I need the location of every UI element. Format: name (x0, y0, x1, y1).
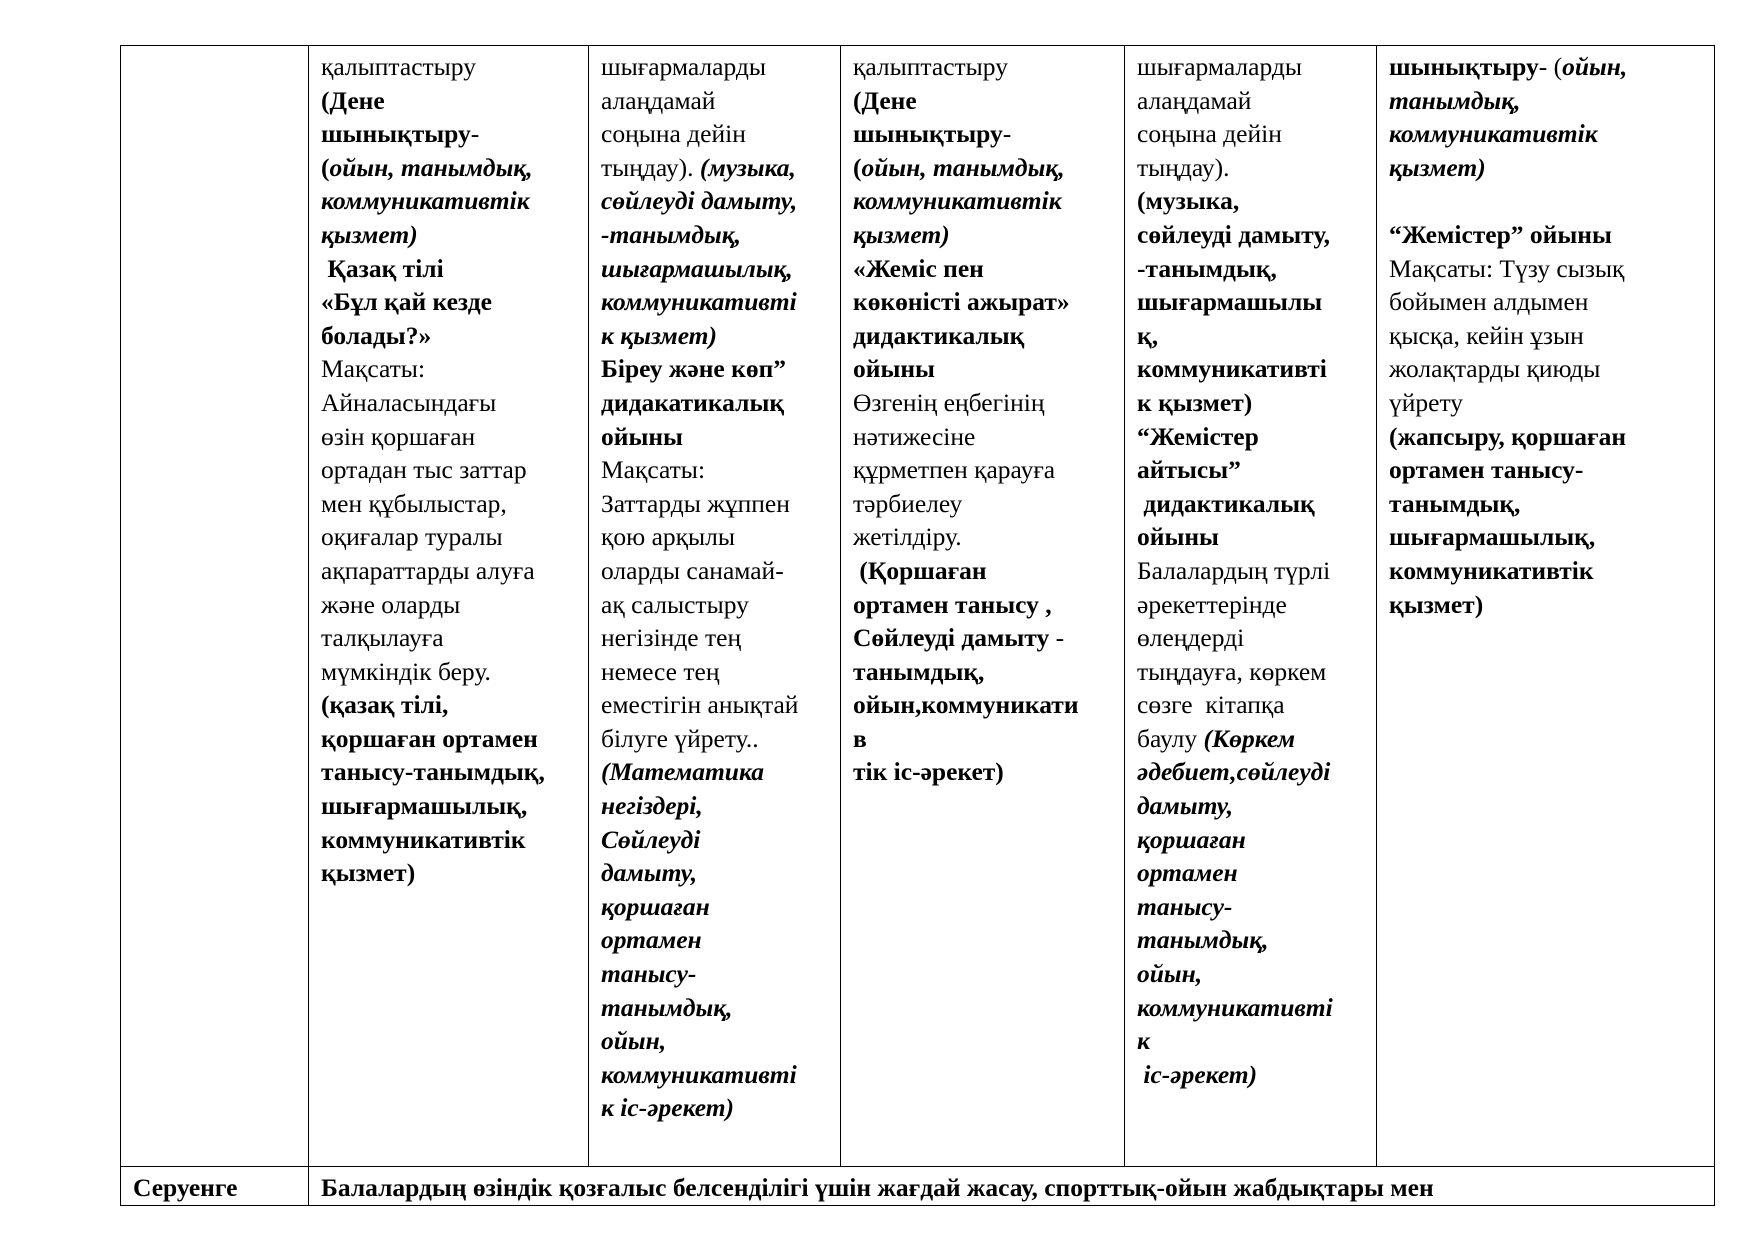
text-run: коммуникативті (1137, 992, 1333, 1022)
text-run: шығармашылық, (1389, 522, 1596, 552)
text-run: ортамен (601, 925, 702, 955)
cell-text-line (1389, 588, 1704, 622)
text-run: ортадан тыс заттар (321, 455, 527, 485)
text-run: қоршаған ортамен (321, 723, 538, 753)
text-run: ортамен танысу- (1389, 455, 1584, 485)
text-run: дамыту, (1137, 791, 1234, 821)
text-run: танымдық, (853, 656, 985, 686)
text-run: тыңдауға, көркем (1137, 656, 1327, 686)
cell-text-line (1389, 218, 1704, 252)
cell-text-line (601, 1091, 830, 1125)
text-run: ойыны (601, 421, 683, 451)
text-run: іс-әрекет) (1137, 1059, 1258, 1089)
cell-text-line (601, 1024, 830, 1058)
cell-text-line (1137, 84, 1366, 118)
cell-text-line (1389, 84, 1704, 118)
text-run: (музыка, (699, 152, 796, 182)
text-run: қызмет) (321, 219, 418, 249)
cell-text-line (1137, 890, 1366, 924)
cell-text-line (1137, 420, 1366, 454)
text-run: шығармашылық, (321, 791, 528, 821)
cell-text-line (601, 722, 830, 756)
text-run: к (1137, 1026, 1150, 1056)
text-run: ( (853, 152, 862, 182)
cell-text-line (321, 184, 578, 218)
text-run: - (1002, 119, 1012, 149)
cell-text-line (1389, 252, 1704, 286)
text-run: дидакатикалық (601, 387, 785, 417)
text-run: (Қоршаған (853, 555, 987, 585)
text-run: шығармаларды (601, 52, 766, 81)
text-run: коммуникативтік (321, 186, 530, 216)
text-run: коммуникативті (601, 287, 797, 317)
text-run: шығармашылы (1137, 287, 1323, 317)
text-run: ойын, (1562, 52, 1628, 81)
cell-text-line (1389, 117, 1704, 151)
cell-text-line (601, 957, 830, 991)
text-run: Мақсаты: Түзу сызық (1389, 253, 1625, 283)
cell-text-line (321, 252, 578, 286)
text-run: «Жеміс пен (853, 253, 984, 283)
cell-text-line (1137, 722, 1366, 756)
cell-text-line (1137, 554, 1366, 588)
cell-text-line (601, 856, 830, 890)
cell-text-line (601, 789, 830, 823)
cell-text-line (321, 84, 578, 118)
text-run: (Дене (321, 85, 385, 115)
cell-text-line (1137, 487, 1366, 521)
cell-text-line (1137, 688, 1366, 722)
text-run: ойыны (1137, 522, 1219, 552)
text-run: әрекеттерінде (1137, 589, 1287, 619)
cell-text-line (601, 923, 830, 957)
text-run: қалыптастыру (321, 52, 476, 81)
cell-text-line (1137, 823, 1366, 857)
text-run: қысқа, кейін ұзын (1389, 320, 1584, 350)
cell-text-line (321, 688, 578, 722)
cell-text-line (853, 285, 1114, 319)
text-run: жолақтарды қиюды (1389, 354, 1601, 384)
cell-text-line (1137, 50, 1366, 84)
cell-text-line (601, 50, 830, 84)
cell-text-line (1137, 655, 1366, 689)
text-run: коммуникативті (601, 1059, 797, 1089)
walk-row (121, 1167, 1715, 1206)
cell-text-line (601, 453, 830, 487)
text-run: оқиғалар туралы (321, 522, 503, 552)
cell-text-line (853, 520, 1114, 554)
cell-text-line (321, 588, 578, 622)
cell-text-line (853, 151, 1114, 185)
cell-text-line (1389, 453, 1704, 487)
text-run: Сөйлеуді (601, 824, 701, 854)
cell-text-line (321, 789, 578, 823)
text-run: оларды санамай- (601, 555, 784, 585)
text-run: Мақсаты: (601, 455, 706, 485)
cell-text-line (853, 588, 1114, 622)
text-run: Мақсаты: (321, 354, 426, 384)
cell-text-line (321, 856, 578, 890)
cell-text-line (1389, 184, 1704, 218)
text-run: -танымдық, (601, 219, 742, 249)
text-run: коммуникативтік (1389, 119, 1598, 149)
cell-text-line (853, 487, 1114, 521)
cell-text-line (853, 252, 1114, 286)
text-run: (Дене (853, 85, 917, 115)
text-run: «Бұл қай кезде (321, 287, 492, 317)
text-run: көкөністі ажырат» (853, 287, 1070, 317)
text-run: -танымдық, (1137, 253, 1277, 283)
text-run: ортамен танысу , (853, 589, 1052, 619)
text-run: ойын, танымдық, (329, 152, 533, 182)
cell-text-line (853, 386, 1114, 420)
text-run: тік іс-әрекет) (853, 757, 1004, 787)
cell-text-line (853, 621, 1114, 655)
cell-text-line (321, 655, 578, 689)
cell-text-line (853, 84, 1114, 118)
text-run: дидактикалық (1137, 488, 1315, 518)
cell-text-line (1137, 923, 1366, 957)
cell-text-line (1389, 554, 1704, 588)
cell-text-line (321, 352, 578, 386)
text-run: Заттарды жұппен (601, 488, 790, 518)
cell-text-line (1389, 520, 1704, 554)
text-run: к іс-әрекет) (601, 1093, 735, 1123)
text-run: коммуникативтік (321, 824, 526, 854)
cell-text-line (1137, 957, 1366, 991)
cell-text-line (601, 688, 830, 722)
text-run: Балалардың түрлі (1137, 555, 1331, 585)
text-run: қою арқылы (601, 522, 736, 552)
walk-row-label: Серуенге (121, 1167, 309, 1206)
text-run: тәрбиелеу (853, 488, 963, 518)
text-run: алаңдамай (601, 85, 716, 115)
text-run: (Математика (601, 757, 765, 787)
cell-text-line (321, 453, 578, 487)
cell-text-line (1389, 352, 1704, 386)
text-run: жетілдіру. (853, 522, 962, 552)
text-run: қоршаған (601, 891, 710, 921)
text-run: ойын, (1137, 959, 1203, 989)
cell-text-line (1137, 755, 1366, 789)
cell-text-line (853, 218, 1114, 252)
text-run: сөйлеуді дамыту, (601, 186, 798, 216)
cell-text-line (1137, 1024, 1366, 1058)
cell-text-line (1137, 789, 1366, 823)
text-run: ойын,коммуникати (853, 690, 1079, 720)
cell-text-line (601, 890, 830, 924)
cell-text-line (1137, 184, 1366, 218)
cell-text-line (853, 50, 1114, 84)
tuesday-activity-cell (589, 46, 841, 1167)
text-run: (жапсыру, қоршаған (1389, 421, 1627, 451)
text-run: танысу- (601, 959, 697, 989)
text-run: соңына дейін (601, 119, 746, 149)
text-run: Айналасындағы (321, 387, 497, 417)
text-run: танымдық, (601, 992, 733, 1022)
cell-text-line (601, 755, 830, 789)
friday-activity-cell (1377, 46, 1715, 1167)
text-run: Біреу және көп” (601, 354, 787, 384)
text-run: Сөйлеуді дамыту (853, 623, 1056, 653)
text-run: “Жемістер” ойыны (1389, 219, 1612, 249)
cell-text-line (601, 520, 830, 554)
text-run: к қызмет) (601, 320, 718, 350)
cell-text-line (1137, 991, 1366, 1025)
text-run: шынықтыру (853, 119, 1003, 149)
text-run: ( (321, 152, 330, 182)
cell-text-line (601, 554, 830, 588)
cell-text-line (601, 319, 830, 353)
cell-text-line (853, 352, 1114, 386)
text-run: айтысы” (1137, 455, 1241, 485)
text-run: коммуникативтік (1389, 555, 1594, 585)
cell-text-line (853, 722, 1114, 756)
cell-text-line (321, 420, 578, 454)
text-run: өзін қоршаған (321, 421, 476, 451)
text-run: алаңдамай (1137, 85, 1252, 115)
text-run: Өзгенің еңбегінің (853, 387, 1045, 417)
text-run: негіздері, (601, 791, 703, 821)
cell-text-line (1137, 151, 1366, 185)
text-run: мен құбылыстар, (321, 488, 507, 518)
activities-row (121, 46, 1715, 1167)
walk-row-text: Балалардың өзіндік қозғалыс белсенділігі үшін жағдай жасау, спорттық-ойын жабдықтары мен (309, 1167, 1715, 1206)
text-run: - ( (1538, 52, 1563, 81)
cell-text-line (853, 755, 1114, 789)
text-run: талқылауға (321, 623, 444, 653)
cell-text-line (1137, 117, 1366, 151)
text-run: (қазақ тілі, (321, 690, 449, 720)
cell-text-line (1137, 352, 1366, 386)
cell-text-line (601, 218, 830, 252)
cell-text-line (601, 621, 830, 655)
text-run: білуге үйрету.. (601, 723, 759, 753)
cell-text-line (853, 319, 1114, 353)
cell-text-line (321, 554, 578, 588)
cell-text-line (321, 755, 578, 789)
row-label-cell (121, 46, 309, 1167)
text-run: шығармаларды (1137, 52, 1302, 81)
text-run: дамыту, (601, 858, 698, 888)
text-run: шығармашылық, (601, 253, 793, 283)
cell-text-line (321, 151, 578, 185)
text-run: коммуникативті (1137, 354, 1327, 384)
text-run: болады?» (321, 320, 432, 350)
text-run: танысу-танымдық, (321, 757, 545, 787)
cell-text-line (321, 722, 578, 756)
text-run: ойын, танымдық, (861, 152, 1065, 182)
cell-text-line (321, 218, 578, 252)
cell-text-line (853, 420, 1114, 454)
text-run: ақ салыстыру (601, 589, 749, 619)
text-run: бойымен алдымен (1389, 287, 1589, 317)
cell-text-line (321, 285, 578, 319)
cell-text-line (321, 386, 578, 420)
cell-text-line (1137, 252, 1366, 286)
text-run: мүмкіндік беру. (321, 656, 491, 686)
text-run: шынықтыру (321, 119, 471, 149)
text-run: дидактикалық (853, 320, 1025, 350)
text-run: қ, (1137, 320, 1159, 350)
text-run: танымдық, (1137, 925, 1269, 955)
text-run: танымдық, (1389, 488, 1521, 518)
cell-text-line (1389, 386, 1704, 420)
cell-text-line (853, 184, 1114, 218)
cell-text-line (1389, 285, 1704, 319)
cell-text-line (1389, 151, 1704, 185)
cell-text-line (853, 688, 1114, 722)
text-run: құрметпен қарауға (853, 455, 1056, 485)
text-run: қызмет) (1389, 589, 1484, 619)
cell-text-line (1137, 319, 1366, 353)
cell-text-line (1137, 856, 1366, 890)
text-run: немесе тең (601, 656, 720, 686)
cell-text-line (321, 520, 578, 554)
cell-text-line (601, 487, 830, 521)
text-run: нәтижесіне (853, 421, 976, 451)
text-run: ойын, (601, 1026, 667, 1056)
text-run: “Жемістер (1137, 421, 1259, 451)
cell-text-line (321, 823, 578, 857)
cell-text-line (601, 84, 830, 118)
text-run: үйрету (1389, 387, 1464, 417)
text-run: шынықтыру (1389, 52, 1539, 81)
cell-text-line (321, 487, 578, 521)
cell-text-line (1389, 420, 1704, 454)
text-run: сөзге кітапқа (1137, 690, 1285, 720)
cell-text-line (1137, 1058, 1366, 1092)
text-run: тыңдау). (1137, 152, 1230, 182)
cell-text-line (1389, 50, 1704, 84)
cell-text-line (1137, 218, 1366, 252)
text-run: коммуникативтік (853, 186, 1062, 216)
text-run: әдебиет,сөйлеуді (1137, 757, 1331, 787)
cell-text-line (1137, 386, 1366, 420)
text-run: - (470, 119, 480, 149)
cell-text-line (601, 588, 830, 622)
cell-text-line (1389, 487, 1704, 521)
cell-text-line (601, 1058, 830, 1092)
text-run: (музыка, (1137, 186, 1240, 216)
text-run: және оларды (321, 589, 461, 619)
text-run: ақпараттарды алуға (321, 555, 535, 585)
text-run: соңына дейін (1137, 119, 1282, 149)
cell-text-line (853, 554, 1114, 588)
cell-text-line (601, 420, 830, 454)
text-run: қызмет) (853, 219, 950, 249)
cell-text-line (601, 823, 830, 857)
cell-text-line (853, 453, 1114, 487)
cell-text-line (321, 50, 578, 84)
text-run: танымдық, (1389, 85, 1521, 115)
monday-activity-cell (309, 46, 589, 1167)
text-run: қоршаған (1137, 824, 1246, 854)
text-run: қызмет) (1389, 152, 1486, 182)
lesson-plan-table (120, 45, 1715, 1206)
cell-text-line (601, 991, 830, 1025)
cell-text-line (601, 184, 830, 218)
cell-text-line (321, 621, 578, 655)
cell-text-line (601, 252, 830, 286)
cell-text-line (601, 151, 830, 185)
cell-text-line (601, 285, 830, 319)
text-run: в (853, 723, 867, 753)
cell-text-line (321, 319, 578, 353)
text-run: к қызмет) (1137, 387, 1253, 417)
text-run: (Көркем (1203, 723, 1296, 753)
text-run: баулу (1137, 723, 1204, 753)
cell-text-line (1137, 520, 1366, 554)
text-run: ортамен (1137, 858, 1238, 888)
cell-text-line (1137, 588, 1366, 622)
cell-text-line (321, 117, 578, 151)
cell-text-line (601, 386, 830, 420)
cell-text-line (1137, 453, 1366, 487)
cell-text-line (1389, 319, 1704, 353)
text-run: Қазақ тілі (321, 253, 444, 283)
text-run: өлеңдерді (1137, 623, 1245, 653)
text-run: еместігін анықтай (601, 690, 799, 720)
cell-text-line (1137, 621, 1366, 655)
text-run: танысу- (1137, 891, 1233, 921)
text-run: тыңдау). (601, 152, 700, 182)
text-run: сөйлеуді дамыту, (1137, 219, 1330, 249)
thursday-activity-cell (1125, 46, 1377, 1167)
text-run: ойыны (853, 354, 935, 384)
text-run: қызмет) (321, 858, 416, 888)
cell-text-line (1137, 285, 1366, 319)
text-run: қалыптастыру (853, 52, 1008, 81)
cell-text-line (853, 655, 1114, 689)
cell-text-line (601, 655, 830, 689)
wednesday-activity-cell (841, 46, 1125, 1167)
text-run: - (1055, 623, 1065, 653)
text-run: негізінде тең (601, 623, 742, 653)
cell-text-line (601, 352, 830, 386)
cell-text-line (853, 117, 1114, 151)
cell-text-line (601, 117, 830, 151)
